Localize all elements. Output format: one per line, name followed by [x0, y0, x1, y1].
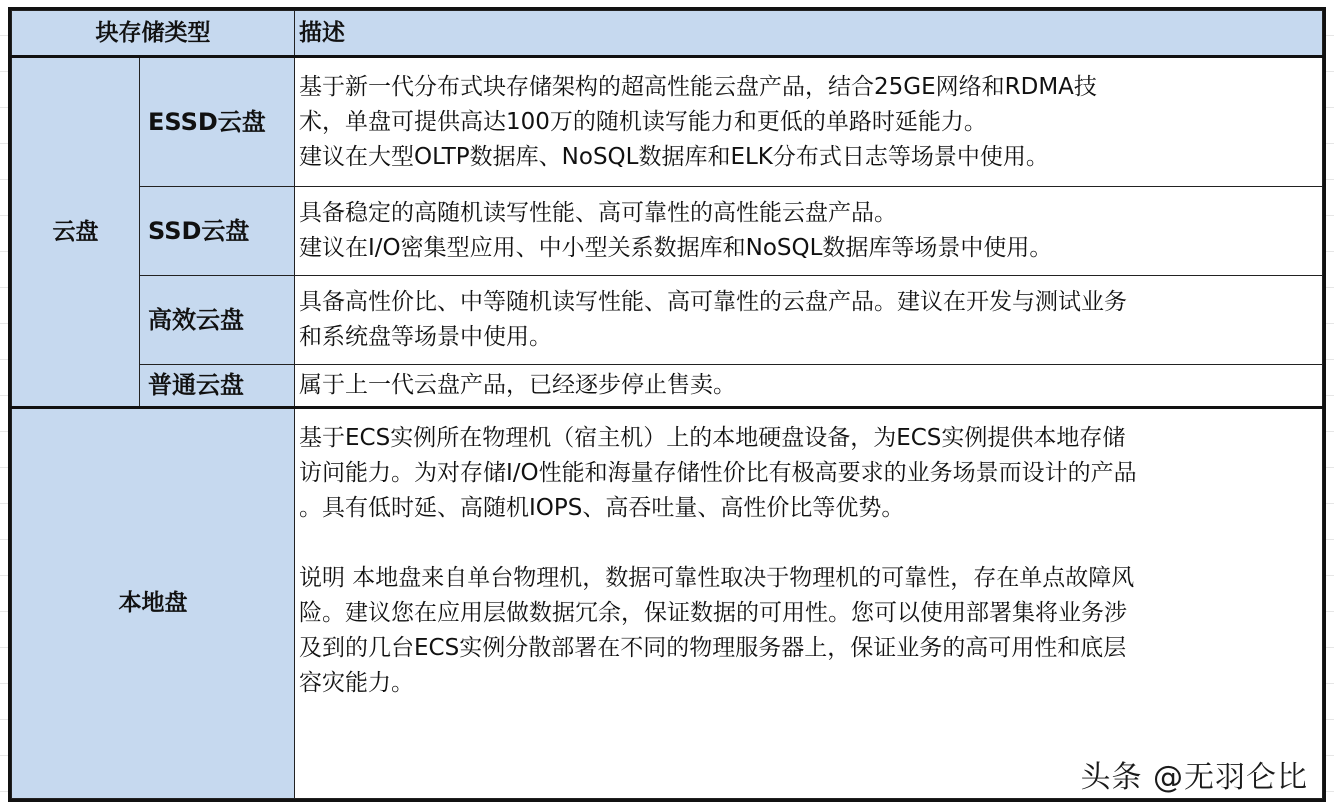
desc-line: 术，单盘可提供高达100万的随机读写能力和更低的单路时延能力。: [299, 108, 987, 135]
header-desc-cell: 描述: [295, 11, 1323, 57]
category-cloud-disk: 云盘: [12, 57, 140, 408]
desc-efficiency: [295, 276, 1323, 365]
note-line: 险。建议您在应用层做数据冗余，保证数据的可用性。您可以使用部署集将业务涉: [299, 600, 1127, 626]
subtype-efficiency: 高效云盘: [140, 276, 295, 365]
desc-local-disk: [295, 408, 1323, 799]
note-line: 说明 本地盘来自单台物理机，数据可靠性取决于物理机的可靠性，存在单点故障风: [299, 565, 1135, 591]
table-header-row: [12, 11, 1323, 57]
desc-basic: [295, 365, 1323, 408]
desc-line: 访问能力。为对存储I/O性能和海量存储性价比有极高要求的业务场景而设计的产品: [299, 460, 1137, 486]
subtype-ssd: SSD云盘: [140, 187, 295, 276]
storage-type-table: [11, 10, 1323, 799]
table-row-ssd: [12, 187, 1323, 276]
desc-line: 基于新一代分布式块存储架构的超高性能云盘产品，结合25GE网络和RDMA技: [299, 73, 1097, 100]
subtype-essd: ESSD云盘: [140, 57, 295, 187]
desc-line: 建议在I/O密集型应用、中小型关系数据库和NoSQL数据库等场景中使用。: [299, 235, 1053, 261]
note-line: 及到的几台ECS实例分散部署在不同的物理服务器上，保证业务的高可用性和底层: [299, 635, 1127, 661]
table-row-basic: [12, 365, 1323, 408]
desc-essd: [295, 57, 1323, 187]
category-local-disk: 本地盘: [12, 408, 295, 799]
table-row-essd: [12, 57, 1323, 187]
desc-line: 建议在大型OLTP数据库、NoSQL数据库和ELK分布式日志等场景中使用。: [299, 143, 1049, 170]
blank-line: [299, 526, 1318, 561]
header-type-cell: 块存储类型: [12, 11, 295, 57]
storage-type-table-frame: [8, 7, 1326, 802]
table-row-efficiency: [12, 276, 1323, 365]
desc-line: 。具有低时延、高随机IOPS、高吞吐量、高性价比等优势。: [299, 495, 905, 521]
desc-line: 属于上一代云盘产品，已经逐步停止售卖。: [299, 372, 736, 398]
desc-line: 基于ECS实例所在物理机（宿主机）上的本地硬盘设备，为ECS实例提供本地存储: [299, 425, 1126, 451]
desc-line: 和系统盘等场景中使用。: [299, 324, 552, 350]
desc-ssd: [295, 187, 1323, 276]
watermark: 头条 @无羽仑比: [1080, 760, 1308, 795]
subtype-basic: 普通云盘: [140, 365, 295, 408]
table-row-local-disk: [12, 408, 1323, 799]
note-line: 容灾能力。: [299, 670, 414, 696]
desc-line: 具备高性价比、中等随机读写性能、高可靠性的云盘产品。建议在开发与测试业务: [299, 289, 1127, 315]
desc-line: 具备稳定的高随机读写性能、高可靠性的高性能云盘产品。: [299, 200, 897, 226]
